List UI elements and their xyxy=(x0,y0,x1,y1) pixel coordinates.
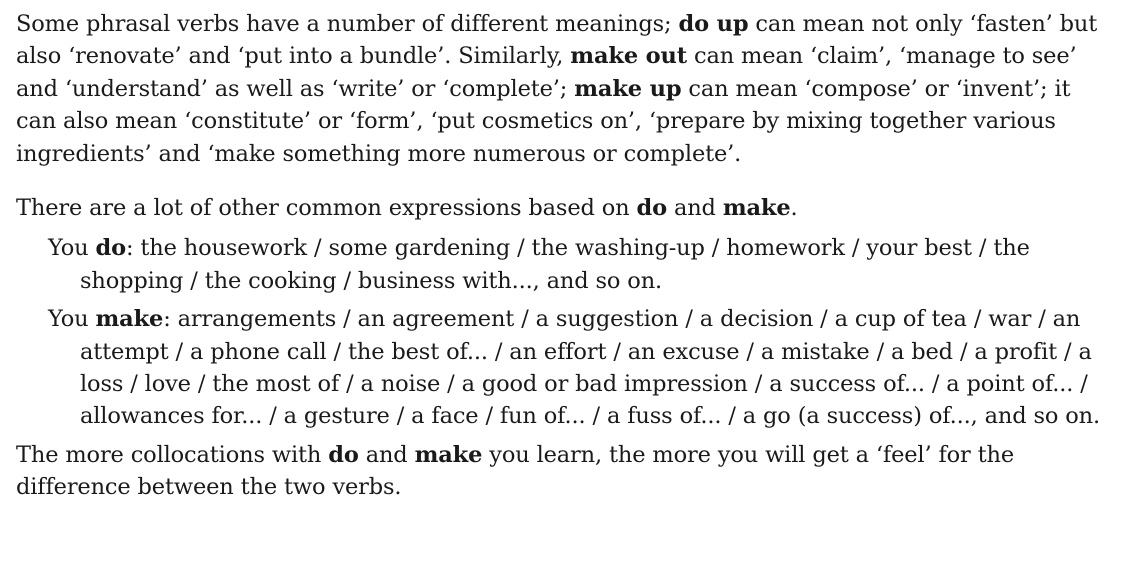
text-span: : the housework / some gardening / the washing-up / homework / your best / the shopping / the cooking / business with..., and so on. xyxy=(80,235,1030,294)
paragraph-collocations xyxy=(16,439,1111,504)
list-item-do xyxy=(16,232,1111,297)
term-make: make xyxy=(722,195,791,222)
text-span: . xyxy=(790,195,798,222)
term-do-up: do up xyxy=(678,11,749,37)
text-span: can mean ‘compose’ or ‘invent’; it can also mean ‘constitute’ or ‘form’, ‘put cosmetics on’, ‘prepare by mixing together various ingredients’ and ‘make something more numerous or complete’. xyxy=(16,75,1071,167)
text-span: and xyxy=(358,441,415,468)
text-span: can mean not only ‘fasten’ but also ‘renovate’ and ‘put into a bundle’. Similarly, xyxy=(16,11,1098,70)
text-span: you learn, the more you will get a ‘feel’ for the difference between the two verbs. xyxy=(16,441,1015,501)
text-span: You xyxy=(48,235,96,262)
list-item-make xyxy=(16,303,1111,433)
term-do: do xyxy=(95,235,126,262)
term-make: make xyxy=(414,441,483,468)
term-make-out: make out xyxy=(570,43,687,70)
text-span: : arrangements / an agreement / a suggestion / a decision / a cup of tea / war / an attempt / a phone call / the best of... / an effort / an excuse / a mistake / a bed / a profit / a loss / love / the most of / a noise / a good or bad impression / a success of... / a point of... / allowances for... / a gesture / a face / fun of... / a fuss of... / a go (a success) of..., and so on. xyxy=(80,306,1100,430)
term-make: make xyxy=(95,306,164,333)
text-span: The more collocations with xyxy=(16,441,329,468)
term-do: do xyxy=(328,441,359,468)
text-span: There are a lot of other common expressions based on xyxy=(16,195,637,222)
document-page xyxy=(16,8,1111,504)
term-make-up: make up xyxy=(574,75,682,102)
text-span: can mean ‘claim’, ‘manage to see’ and ‘understand’ as well as ‘write’ or ‘complete’; xyxy=(16,43,1077,102)
text-span: You xyxy=(48,306,96,333)
paragraph-phrasal-verbs xyxy=(16,8,1111,170)
paragraph-common-expressions xyxy=(16,192,1111,224)
term-do: do xyxy=(636,195,667,222)
text-span: Some phrasal verbs have a number of different meanings; xyxy=(16,11,679,37)
text-span: and xyxy=(666,195,723,222)
